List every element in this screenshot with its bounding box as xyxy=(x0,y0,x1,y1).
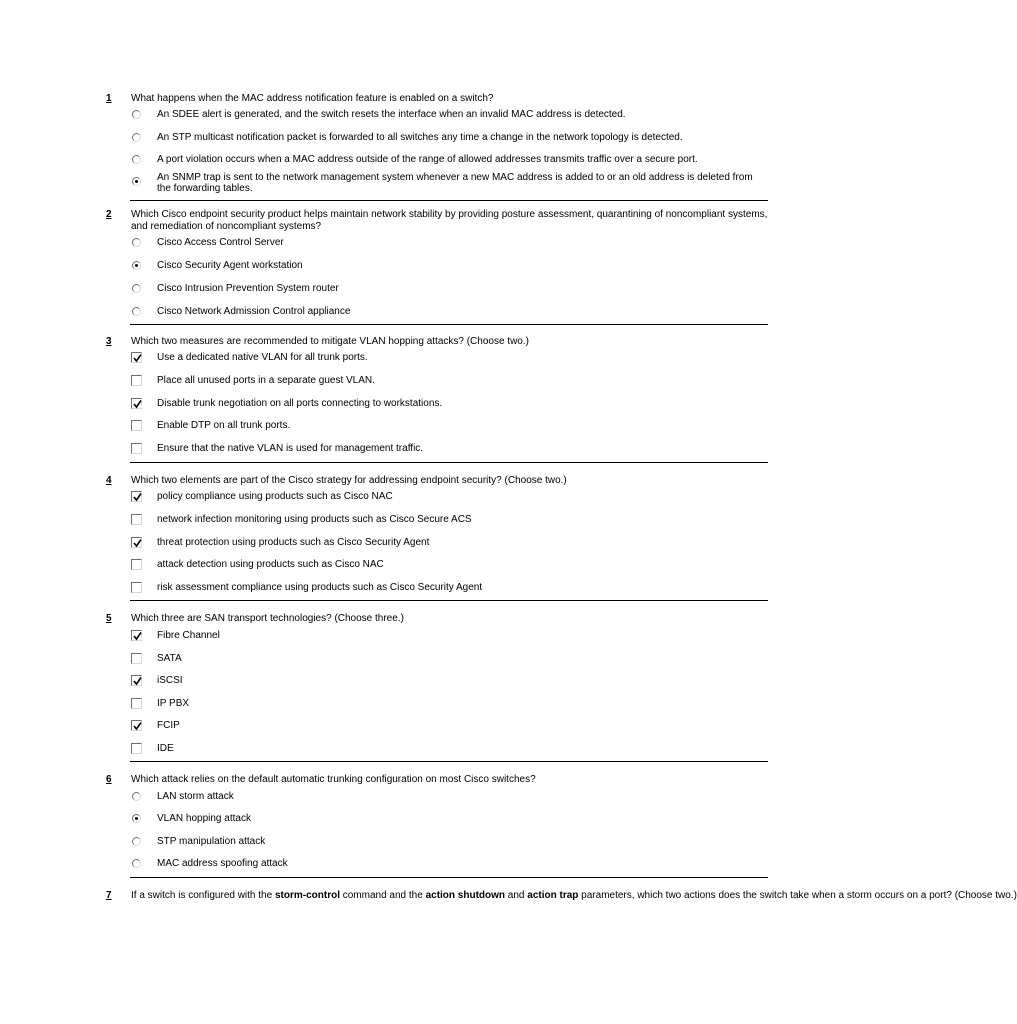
question-number: 2 xyxy=(106,209,112,220)
answer-label: policy compliance using products such as Cisco NAC xyxy=(157,491,393,502)
checkbox[interactable] xyxy=(131,352,143,364)
radio-button[interactable] xyxy=(131,176,143,188)
answer-option[interactable] xyxy=(131,491,768,513)
radio-button[interactable] xyxy=(131,154,143,166)
question-text: Which two elements are part of the Cisco strategy for addressing endpoint security? (Choose two.) xyxy=(131,475,567,486)
answer-label: Cisco Access Control Server xyxy=(157,237,284,248)
answer-option[interactable] xyxy=(131,237,768,259)
radio-button[interactable] xyxy=(131,237,143,249)
radio-button[interactable] xyxy=(131,306,143,318)
answer-option[interactable] xyxy=(131,675,768,697)
radio-button[interactable] xyxy=(131,109,143,121)
answer-option[interactable] xyxy=(131,283,768,305)
answer-label: Place all unused ports in a separate guest VLAN. xyxy=(157,375,375,386)
answer-option[interactable] xyxy=(131,836,768,858)
question-text: If a switch is configured with the storm-control command and the action shutdown and action trap parameters, which two actions does the switch take when a storm occurs on a port? (Choose two.) xyxy=(131,890,1017,901)
answer-label: Cisco Intrusion Prevention System router xyxy=(157,283,339,294)
answer-label: Cisco Security Agent workstation xyxy=(157,260,303,271)
answer-option[interactable] xyxy=(131,537,768,559)
divider xyxy=(130,600,768,601)
answer-option[interactable] xyxy=(131,352,768,374)
question-number: 1 xyxy=(106,93,112,104)
answer-label: Disable trunk negotiation on all ports connecting to workstations. xyxy=(157,398,443,409)
answer-label: Use a dedicated native VLAN for all trunk ports. xyxy=(157,352,368,363)
answer-option[interactable] xyxy=(131,698,768,720)
answer-option[interactable] xyxy=(131,813,768,835)
divider xyxy=(130,324,768,325)
question-number: 7 xyxy=(106,890,112,901)
checkbox[interactable] xyxy=(131,514,143,526)
answer-option[interactable] xyxy=(131,653,768,675)
answer-label: IDE xyxy=(157,743,174,754)
answer-label: Fibre Channel xyxy=(157,630,220,641)
answer-option[interactable] xyxy=(131,260,768,282)
answer-label: STP manipulation attack xyxy=(157,836,266,847)
answer-option[interactable] xyxy=(131,791,768,813)
answer-label: LAN storm attack xyxy=(157,791,234,802)
answer-option[interactable] xyxy=(131,132,768,154)
answer-label: attack detection using products such as Cisco NAC xyxy=(157,559,384,570)
question-number: 3 xyxy=(106,336,112,347)
checkbox[interactable] xyxy=(131,630,143,642)
answer-label: VLAN hopping attack xyxy=(157,813,251,824)
question-text: Which two measures are recommended to mitigate VLAN hopping attacks? (Choose two.) xyxy=(131,336,529,347)
answer-label: An SNMP trap is sent to the network management system whenever a new MAC address is added to or an old address is deleted from the forwarding tables. xyxy=(157,172,753,194)
answer-option[interactable] xyxy=(131,559,768,581)
answer-label: An SDEE alert is generated, and the switch resets the interface when an invalid MAC address is detected. xyxy=(157,109,626,120)
radio-button[interactable] xyxy=(131,791,143,803)
question-text: Which attack relies on the default automatic trunking configuration on most Cisco switches? xyxy=(131,774,536,785)
answer-option[interactable] xyxy=(131,630,768,652)
divider xyxy=(130,877,768,878)
checkbox[interactable] xyxy=(131,653,143,665)
radio-button[interactable] xyxy=(131,260,143,272)
answer-label: SATA xyxy=(157,653,182,664)
checkbox[interactable] xyxy=(131,443,143,455)
radio-button[interactable] xyxy=(131,813,143,825)
checkbox[interactable] xyxy=(131,398,143,410)
answer-label: Ensure that the native VLAN is used for management traffic. xyxy=(157,443,424,454)
divider xyxy=(130,200,768,201)
checkbox[interactable] xyxy=(131,491,143,503)
answer-label: An STP multicast notification packet is forwarded to all switches any time a change in the network topology is detected. xyxy=(157,132,683,143)
answer-label: A port violation occurs when a MAC address outside of the range of allowed addresses transmits traffic over a secure port. xyxy=(157,154,698,165)
answer-label: risk assessment compliance using products such as Cisco Security Agent xyxy=(157,582,483,593)
checkbox[interactable] xyxy=(131,559,143,571)
answer-label: MAC address spoofing attack xyxy=(157,858,288,869)
checkbox[interactable] xyxy=(131,420,143,432)
answer-option[interactable] xyxy=(131,420,768,442)
checkbox[interactable] xyxy=(131,675,143,687)
radio-button[interactable] xyxy=(131,283,143,295)
answer-option[interactable] xyxy=(131,109,768,131)
answer-option[interactable] xyxy=(131,398,768,420)
radio-button[interactable] xyxy=(131,858,143,870)
checkbox[interactable] xyxy=(131,537,143,549)
answer-label: Cisco Network Admission Control appliance xyxy=(157,306,351,317)
answer-option[interactable] xyxy=(131,172,768,194)
question-number: 4 xyxy=(106,475,112,486)
question-number: 6 xyxy=(106,774,112,785)
answer-label: iSCSI xyxy=(157,675,183,686)
question-text: Which three are SAN transport technologies? (Choose three.) xyxy=(131,613,404,624)
checkbox[interactable] xyxy=(131,375,143,387)
question-number: 5 xyxy=(106,613,112,624)
radio-button[interactable] xyxy=(131,132,143,144)
answer-label: threat protection using products such as Cisco Security Agent xyxy=(157,537,430,548)
question-text: What happens when the MAC address notification feature is enabled on a switch? xyxy=(131,93,494,104)
answer-option[interactable] xyxy=(131,375,768,397)
checkbox[interactable] xyxy=(131,720,143,732)
answer-label: Enable DTP on all trunk ports. xyxy=(157,420,291,431)
answer-option[interactable] xyxy=(131,514,768,536)
divider xyxy=(130,462,768,463)
answer-label: network infection monitoring using products such as Cisco Secure ACS xyxy=(157,514,472,525)
checkbox[interactable] xyxy=(131,582,143,594)
checkbox[interactable] xyxy=(131,698,143,710)
question-text: Which Cisco endpoint security product helps maintain network stability by providing posture assessment, quarantining of noncompliant systems, and remediation of noncompliant systems? xyxy=(131,209,768,232)
radio-button[interactable] xyxy=(131,836,143,848)
answer-label: IP PBX xyxy=(157,698,190,709)
answer-label: FCIP xyxy=(157,720,180,731)
divider xyxy=(130,761,768,762)
answer-option[interactable] xyxy=(131,720,768,742)
checkbox[interactable] xyxy=(131,743,143,755)
